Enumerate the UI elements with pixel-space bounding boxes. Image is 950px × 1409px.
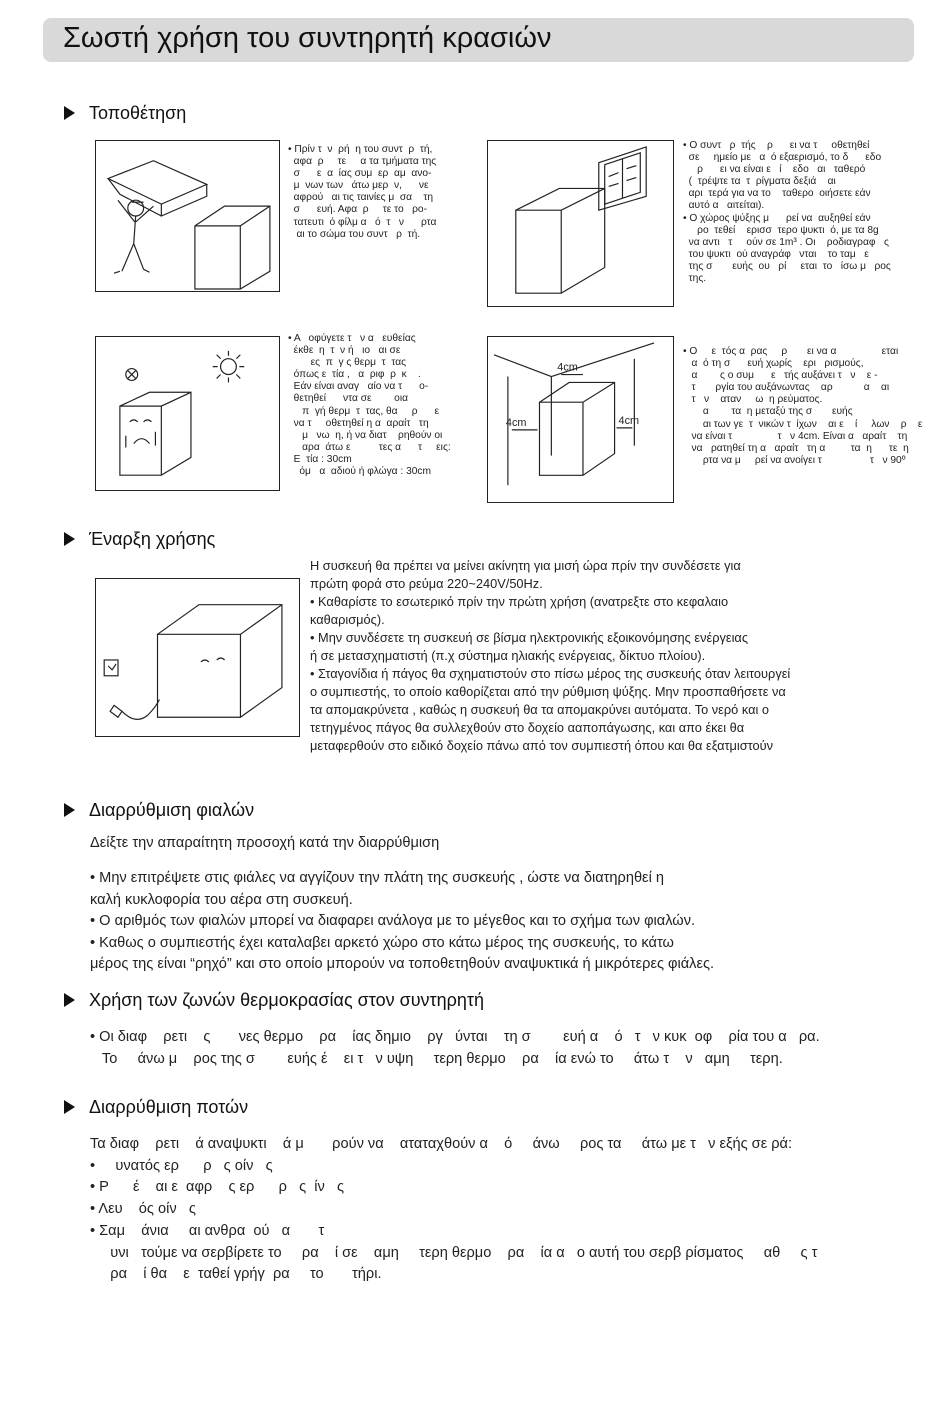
section-heading-placement	[64, 103, 186, 127]
placement-text-block-4	[683, 346, 922, 467]
bullet-triangle-icon	[64, 532, 75, 546]
text-line: • Ο αριθμός των φιαλών μπορεί να διαφαρει ανάλογα με το μέγεθος και το σχήμα των φιαλών.	[90, 913, 696, 929]
text-line: • Σταγονίδια ή πάγος θα σχηματιστούν στο πίσω μέρος της συσκευής όταν λειτουργεί	[310, 666, 791, 681]
text-line: τ ν αταν ω η ρεύματος.	[683, 394, 823, 406]
text-line: Το άνω μ ρος της σ ευής έ ει τ ν υψη τερη θερμο ρα ία ενώ το άτω τ ν αμη τερη.	[90, 1050, 783, 1067]
figure-avoid-heat	[95, 336, 280, 491]
text-line: της.	[683, 273, 707, 285]
text-line: ρα ί θα ε ταθεί γρήγ ρα το τήρι.	[90, 1266, 382, 1283]
text-line: • Σαμ άνια αι ανθρα ού α τ	[90, 1222, 325, 1239]
text-line: αφρού αι τις ταινίες μ σα τη	[288, 192, 434, 204]
text-line: να είναι τ τ ν 4cm. Είναι α αραίτ τη	[683, 430, 908, 442]
text-line: να τ οθετηθεί η α αραίτ τη	[288, 417, 429, 429]
text-line: θετηθεί ντα σε οια	[288, 393, 408, 405]
startup-text	[310, 557, 790, 755]
section-heading-startup	[64, 529, 215, 553]
text-line: τετηγμένος πάγος θα συλλεχθούν στο δοχείο ααποπάγωσης, και απο έκει θα	[310, 720, 745, 735]
text-line: • Μην επιτρέψετε στις φιάλες να αγγίζουν την πλάτη της συσκευής , ώστε να διατηρηθεί η	[90, 870, 664, 886]
text-line: • Οι διαφ ρετι ς νες θερμο ρα ίας δημιο ργ ύνται τη σ ευή α ό τ ν κυκ οφ ρία του α ρα.	[90, 1029, 820, 1045]
clearance-label-top: 4cm	[557, 361, 578, 374]
text-line: αρι τερά για να το ταθερο οιήσετε εάν	[683, 188, 871, 200]
bottles-text	[90, 868, 714, 976]
figure-clearance	[487, 336, 674, 503]
text-line: καλή κυκλοφορία του αέρα στη συσκευή.	[90, 891, 353, 908]
drinks-text	[90, 1134, 817, 1286]
figure-unpacking	[95, 140, 280, 292]
text-line: α ς ο συμ ε τής αυξάνει τ ν ε -	[683, 370, 878, 382]
text-line: ρτα να μ ρεί να ανοίγει τ τ ν 90º	[683, 454, 906, 466]
text-line: αρα άτω ε τες α τ εις:	[288, 441, 451, 453]
text-line: • Ρ έ αι ε αφρ ς ερ ρ ς ίν ς	[90, 1179, 345, 1196]
text-line: α ό τη σ ευή χωρίς ερι ρισμούς,	[683, 358, 864, 370]
text-line: ( τρέψτε τα τ ρίγματα δεξιά αι	[683, 176, 836, 188]
page-title: Σωστή χρήση του συντηρητή κρασιών	[63, 22, 552, 54]
text-line: α τα η μεταξύ της σ ευής	[683, 406, 853, 418]
text-line: σε ημείο με α ό εξαερισμό, το δ εδο	[683, 152, 882, 164]
text-line: της σ ευής ου ρί εται το ίσω μ ρος	[683, 260, 891, 272]
text-line: • Καθαρίστε το εσωτερικό πρίν την πρώτη χρήση (ανατρεξτε στο κεφαλαιο	[310, 594, 729, 609]
bottles-heading-text: Διαρρύθμιση φιαλών	[89, 800, 255, 820]
section-heading-zones	[64, 990, 484, 1014]
text-line: ρο τεθεί ερισσ τερο ψυκτι ό, με τα 8g	[683, 224, 879, 236]
avoid-heat-illustration	[96, 337, 279, 490]
clearance-illustration	[488, 337, 673, 502]
placement-text-block-3	[288, 333, 451, 478]
text-line: όπως ε τία , α ριφ ρ κ .	[288, 369, 421, 381]
startup-heading-text: Έναρξη χρήσης	[89, 529, 216, 549]
text-line: ες π γ ς θερμ τ τας	[288, 357, 407, 369]
text-line: του ψυκτι ού αναγράφ νται το ταμ ε	[683, 248, 869, 260]
zones-heading-text: Χρήση των ζωνών θερμοκρασίας στον συντηρητή	[89, 990, 485, 1010]
text-line: • Α οφύγετε τ ν α ευθείας	[288, 333, 416, 344]
text-line: • Πρίν τ ν ρή η του συντ ρ τή,	[288, 144, 433, 155]
text-line: υνι τούμε να σερβίρετε το ρα ί σε αμη τερη θερμο ρα ία α ο αυτή του σερβ ρίσματος αθ ς τ	[90, 1244, 818, 1261]
text-line: να αντι τ ούν σε 1m³ . Οι ροδιαγραφ ς	[683, 236, 889, 248]
section-heading-bottles	[64, 800, 254, 824]
text-line: σ ε α ίας συμ ερ αμ ανο-	[288, 168, 432, 180]
placement-heading-text: Τοποθέτηση	[89, 103, 187, 123]
text-line: Δείξτε την απαραίτητη προσοχή κατά την διαρρύθμιση	[90, 835, 440, 851]
text-line: π γή θερμ τ τας, θα ρ ε	[288, 405, 440, 417]
zones-text	[90, 1027, 820, 1070]
text-line: • Ο χώρος ψύξης μ ρεί να αυξηθεί εάν	[683, 212, 871, 224]
bullet-triangle-icon	[64, 106, 75, 120]
text-line: αφα ρ τε α τα τμήματα της	[288, 156, 437, 168]
text-line: ο συμπιεστής, το οποίο καθορίζεται από την ρύθμιση ψύξης. Μην προσπαθήσετε να	[310, 684, 786, 699]
text-line: αι το σώμα του συντ ρ τή.	[288, 228, 421, 240]
text-line: • Μην συνδέσετε τη συσκευή σε βίσμα ηλεκτρονικής εξοικονόμησης ενέργειας	[310, 630, 748, 645]
text-line: καθαρισμός).	[310, 612, 385, 627]
text-line: τατευτι ό φίλμ α ό τ ν ρτα	[288, 216, 437, 228]
text-line: να ρατηθεί τη α αραίτ τη α τα η τε η	[683, 442, 909, 454]
placement-text-block-1	[288, 144, 436, 241]
clearance-label-right: 4cm	[618, 414, 640, 427]
bullet-triangle-icon	[64, 1100, 75, 1114]
text-line: μεταφερθούν στο ειδικό δοχείο πάνω από τον συμπιεστή όπου και θα εξατμιστούν	[310, 738, 774, 753]
text-line: όμ α αδιού ή φλώγα : 30cm	[288, 466, 431, 478]
text-line: σ ευή. Αφα ρ τε το ρο-	[288, 204, 427, 216]
text-line: • Ο συντ ρ τής ρ ει να τ οθετηθεί	[683, 140, 870, 151]
bullet-triangle-icon	[64, 993, 75, 1007]
text-line: πρώτη φορά στο ρεύμα 220~240V/50Hz.	[310, 576, 543, 591]
placement-text-block-2	[683, 140, 891, 285]
page-title-bar	[43, 18, 914, 62]
text-line: Η συσκευή θα πρέπει να μείνει ακίνητη για μισή ώρα πρίν την συνδέσετε για	[310, 558, 741, 573]
text-line: • Λευ ός οίν ς	[90, 1201, 196, 1218]
text-line: • υνατός ερ ρ ς οίν ς	[90, 1157, 273, 1174]
drinks-heading-text: Διαρρύθμιση ποτών	[89, 1097, 249, 1117]
text-line: μ νω η, ή να διατ ρηθούν οι	[288, 429, 443, 441]
figure-ventilation	[487, 140, 674, 307]
text-line: τα απομακρύνετα , καθώς η συσκευή θα τα απομακρύνει αυτόματα. Το νερό και ο	[310, 702, 769, 717]
text-line: Τα διαφ ρετι ά αναψυκτι ά μ ρούν να αταταχθούν α ό άνω ρος τα άτω με τ ν εξής σε ρά:	[90, 1136, 793, 1152]
clearance-label-left: 4cm	[505, 416, 527, 429]
text-line: • Καθως ο συμπιεστής έχει καταλαβει αρκετό χώρο στο κάτω μέρος της συσκευής, το κάτω	[90, 934, 674, 951]
unpacking-illustration	[96, 141, 279, 291]
text-line: έκθε η τ ν ή ιο αι σε	[288, 345, 401, 357]
text-line: μέρος της είναι “ρηχό” και στο οποίο μπορούν να τοποθετηθούν αναψυκτικά ή μικρότερες φιάλες.	[90, 956, 715, 972]
text-line: Εάν είναι αναγ αίο να τ ο-	[288, 381, 429, 393]
text-line: ρ ει να είναι ε ί εδο αι ταθερό	[683, 164, 866, 176]
figure-startup	[95, 578, 300, 737]
text-line: αι των γε τ νικών τ ίχων αι ε ί λων ρ ε	[683, 418, 923, 430]
text-line: Ε τία : 30cm	[288, 453, 352, 465]
section-heading-drinks	[64, 1097, 248, 1121]
text-line: τ ργία του αυξάνωντας αρ α αι	[683, 382, 890, 394]
text-line: μ νων των άτω μερ ν, νε	[288, 180, 429, 192]
startup-illustration	[96, 579, 299, 736]
bottles-intro	[90, 833, 439, 855]
text-line: • Ο ε τός α ρας ρ ει να α εται	[683, 346, 899, 357]
text-line: αυτό α αιτείται).	[683, 200, 765, 212]
text-line: ή σε μετασχηματιστή (π.χ σύστημα ηλιακής ενέργειας, δίκτυο πλοίου).	[310, 648, 706, 663]
ventilation-illustration	[488, 141, 673, 306]
bullet-triangle-icon	[64, 803, 75, 817]
